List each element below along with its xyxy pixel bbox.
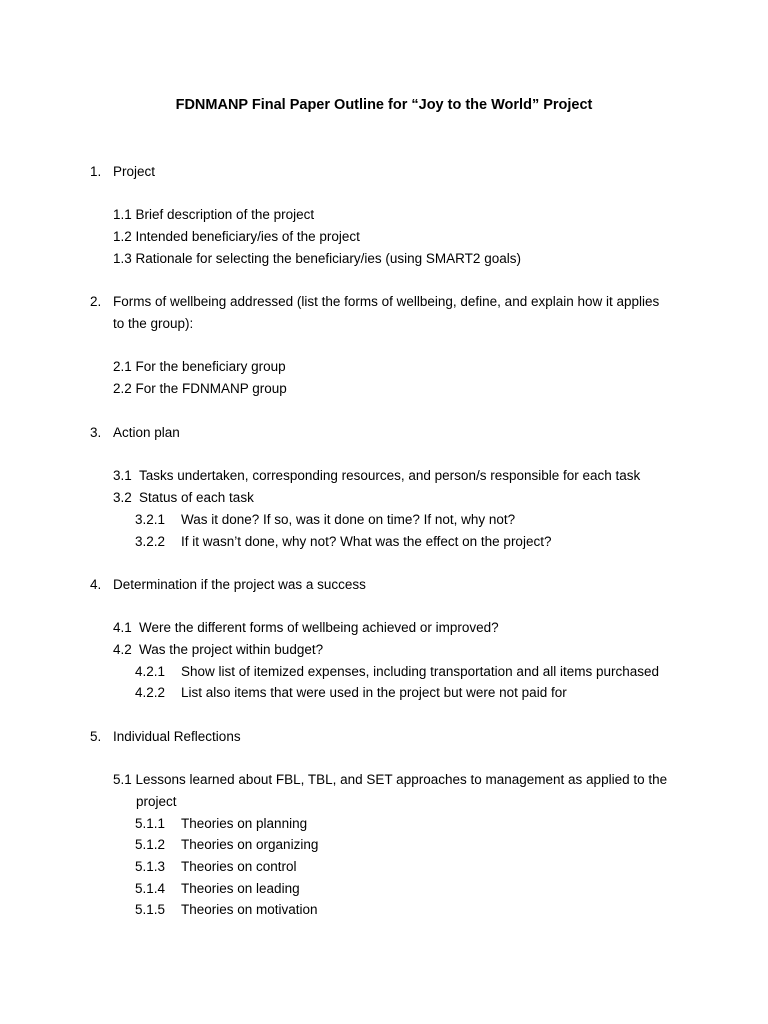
item-text: If it wasn’t done, why not? What was the effect on the project? xyxy=(181,534,552,549)
item-text: Were the different forms of wellbeing achieved or improved? xyxy=(139,620,499,635)
list-item: 2.1 For the beneficiary group xyxy=(113,359,286,374)
item-text: Theories on motivation xyxy=(181,902,318,917)
item-text: List also items that were used in the project but were not paid for xyxy=(181,685,567,700)
list-item: 1.1 Brief description of the project xyxy=(113,207,315,222)
item-number: 3.2.2 xyxy=(135,534,166,549)
item-number: 5.1.4 xyxy=(135,881,166,896)
item-number: 4.1 xyxy=(113,620,132,635)
item-number: 5.1.1 xyxy=(135,816,166,831)
item-text: Was it done? If so, was it done on time? If not, why not? xyxy=(181,512,516,527)
item-number: 5.1.5 xyxy=(135,902,166,917)
item-number: 3.2.1 xyxy=(135,512,166,527)
section-title: Forms of wellbeing addressed (list the forms of wellbeing, define, and explain how it applies xyxy=(113,294,660,309)
section-number: 1. xyxy=(90,164,102,179)
list-item: 1.2 Intended beneficiary/ies of the project xyxy=(113,229,360,244)
item-text: Theories on control xyxy=(181,859,297,874)
list-item: 5.1 Lessons learned about FBL, TBL, and SET approaches to management as applied to the xyxy=(113,772,668,787)
item-number: 3.2 xyxy=(113,490,132,505)
item-text: Status of each task xyxy=(139,490,254,505)
item-text: Theories on organizing xyxy=(181,837,319,852)
item-number: 5.1.3 xyxy=(135,859,166,874)
item-number: 4.2.1 xyxy=(135,664,166,679)
list-item-continuation: project xyxy=(136,794,177,809)
item-text: Show list of itemized expenses, including transportation and all items purchased xyxy=(181,664,660,679)
item-number: 5.1.2 xyxy=(135,837,166,852)
item-number: 4.2 xyxy=(113,642,132,657)
item-number: 3.1 xyxy=(113,468,132,483)
item-text: Was the project within budget? xyxy=(139,642,324,657)
section-title: Action plan xyxy=(113,425,180,440)
section-number: 4. xyxy=(90,577,102,592)
list-item: 2.2 For the FDNMANP group xyxy=(113,381,287,396)
section-title: Determination if the project was a success xyxy=(113,577,366,592)
section-number: 2. xyxy=(90,294,102,309)
section-title-continuation: to the group): xyxy=(113,316,194,331)
section-title: Individual Reflections xyxy=(113,729,241,744)
item-text: Theories on planning xyxy=(181,816,308,831)
page-title: FDNMANP Final Paper Outline for “Joy to the World” Project xyxy=(175,97,593,113)
list-item: 1.3 Rationale for selecting the beneficiary/ies (using SMART2 goals) xyxy=(113,251,521,266)
item-number: 4.2.2 xyxy=(135,685,166,700)
section-title: Project xyxy=(113,164,156,179)
item-text: Theories on leading xyxy=(181,881,300,896)
section-number: 5. xyxy=(90,729,102,744)
item-text: Tasks undertaken, corresponding resources, and person/s responsible for each task xyxy=(139,468,641,483)
section-number: 3. xyxy=(90,425,102,440)
